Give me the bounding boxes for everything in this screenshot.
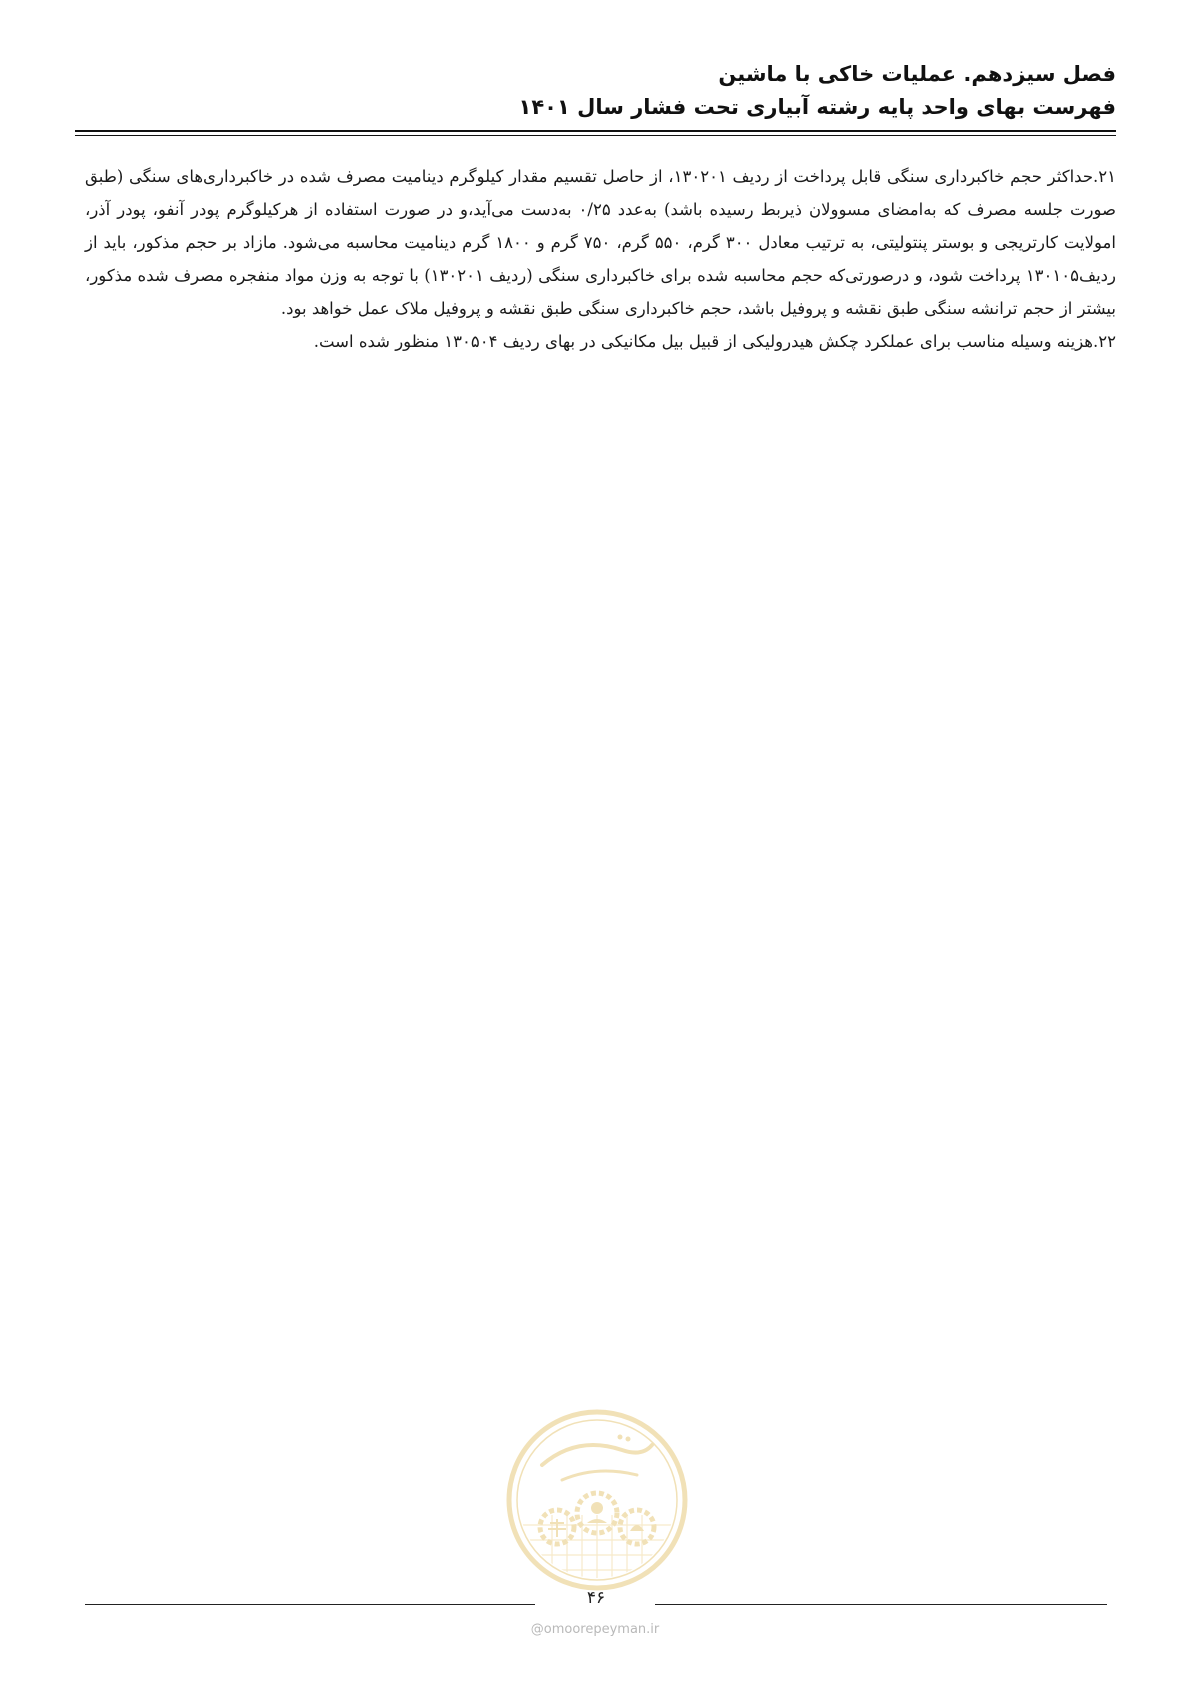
header-divider-thin bbox=[75, 135, 1116, 136]
paragraph-21: ۲۱.حداکثر حجم خاکبرداری سنگی قابل پرداخت از ردیف ۱۳۰۲۰۱، از حاصل تقسیم مقدار کیلوگرم دینامیت مصرف شده در خاکبرداری‌های سنگی (طبق صورت جلسه مصرف که به‌امضای مسوولان ذیربط رسیده باشد) به‌عدد ۰/۲۵ به‌دست می‌آید،و در صورت استفاده از هرکیلوگرم پودر آنفو، پودر آذر، امولایت کارتریجی و بوستر پنتولیتی، به ترتیب معادل ۳۰۰ گرم، ۵۵۰ گرم، ۷۵۰ گرم و ۱۸۰۰ گرم دینامیت محاسبه می‌شود. مازاد بر حجم مذکور، باید از ردیف۱۳۰۱۰۵ پرداخت شود، و درصورتی‌که حجم محاسبه شده برای خاکبرداری سنگی (ردیف ۱۳۰۲۰۱) با توجه به وزن مواد منفجره مصرف شده مذکور، بیشتر از حجم ترانشه سنگی طبق نقشه و پروفیل باشد، حجم خاکبرداری سنگی طبق نقشه و پروفیل ملاک عمل خواهد بود. bbox=[85, 167, 1117, 318]
site-watermark-text: @omoorepeyman.ir bbox=[530, 1622, 660, 1637]
chapter-title: فصل سیزدهم. عملیات خاکی با ماشین bbox=[718, 62, 1116, 86]
footer-divider-right bbox=[655, 1604, 1107, 1605]
footer-divider-left bbox=[85, 1604, 535, 1605]
paragraph-22: ۲۲.هزینه وسیله مناسب برای عملکرد چکش هیدرولیکی از قبیل بیل مکانیکی در بهای ردیف ۱۳۰۵۰۴ منظور شده است. bbox=[313, 332, 1116, 351]
document-body bbox=[85, 160, 1116, 358]
omoorepeyman-logo-watermark bbox=[502, 1405, 692, 1595]
page-number: ۴۶ bbox=[586, 1588, 606, 1608]
header-divider-thick bbox=[75, 130, 1116, 132]
book-title: فهرست بهای واحد پایه رشته آبیاری تحت فشار سال ۱۴۰۱ bbox=[518, 95, 1116, 119]
page-header bbox=[75, 58, 1116, 124]
